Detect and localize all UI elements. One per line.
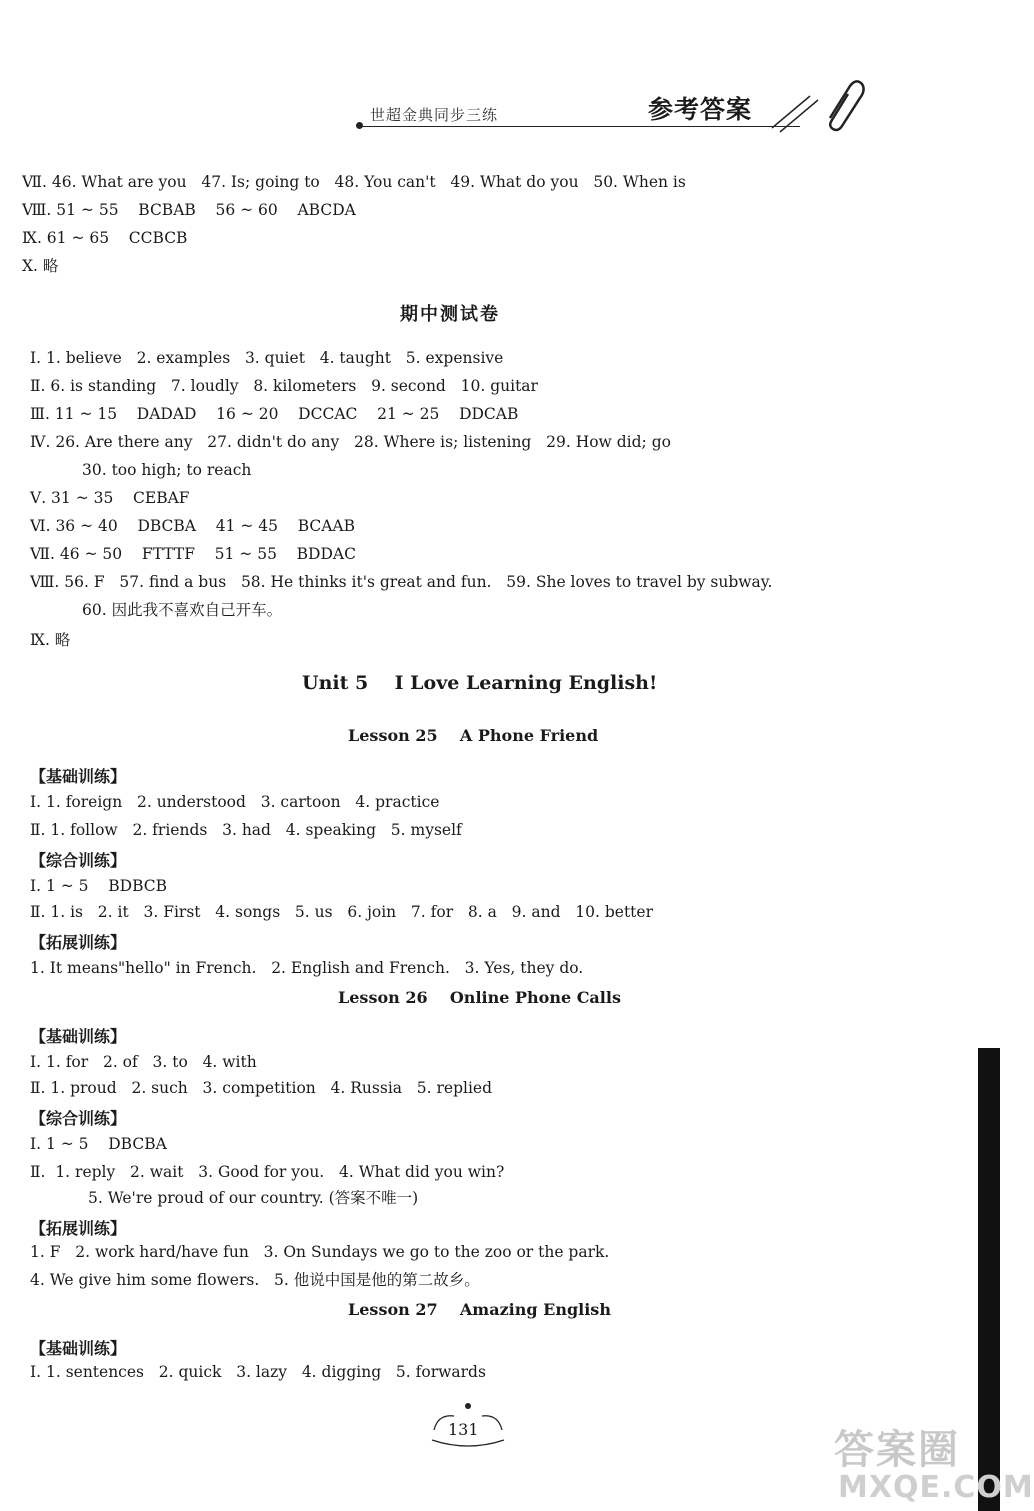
watermark (830, 1418, 1034, 1511)
page-number (428, 1400, 508, 1450)
answer-line: Ⅱ. 1. is 2. it 3. First 4. songs 5. us 6. join 7. for 8. a 9. and 10. better (30, 903, 653, 921)
answer-line: Ⅸ. 略 (30, 631, 71, 649)
answer-line: Ⅷ. 51 ~ 55 BCBAB 56 ~ 60 ABCDA (22, 201, 356, 219)
answer-line: Ⅲ. 11 ~ 15 DADAD 16 ~ 20 DCCAC 21 ~ 25 DDCAB (30, 405, 519, 423)
section-tag: 【基础训练】 (30, 1339, 127, 1358)
header-title: 参考答案 (648, 95, 753, 124)
answer-line: Ⅰ. 1. for 2. of 3. to 4. with (30, 1053, 257, 1071)
page-number-text: 131 (448, 1420, 479, 1439)
page-header (360, 82, 880, 142)
answer-line: Ⅰ. 1. sentences 2. quick 3. lazy 4. digging 5. forwards (30, 1363, 486, 1381)
answer-line: Ⅱ. 1. proud 2. such 3. competition 4. Russia 5. replied (30, 1079, 493, 1097)
answer-line: 5. We're proud of our country. (答案不唯一) (88, 1189, 419, 1207)
answer-line: Ⅴ. 31 ~ 35 CEBAF (30, 489, 190, 507)
section-tag: 【综合训练】 (30, 1109, 127, 1128)
lesson-title: Lesson 27 Amazing English (348, 1300, 611, 1319)
answer-line: 30. too high; to reach (82, 461, 252, 479)
answer-line: Ⅱ. 1. reply 2. wait 3. Good for you. 4. What did you win? (30, 1163, 505, 1181)
answer-line: Ⅷ. 56. F 57. find a bus 58. He thinks it's great and fun. 59. She loves to travel by subway. (30, 573, 773, 591)
watermark-cn: 答案圈 (834, 1427, 960, 1473)
answer-line: 1. F 2. work hard/have fun 3. On Sundays we go to the zoo or the park. (30, 1243, 610, 1261)
answer-line: 4. We give him some flowers. 5. 他说中国是他的第二故乡。 (30, 1271, 480, 1289)
midterm-title: 期中测试卷 (400, 304, 500, 325)
lesson-title: Lesson 26 Online Phone Calls (338, 988, 621, 1007)
series-name: 世超金典同步三练 (370, 106, 499, 124)
answer-line: Ⅰ. 1. believe 2. examples 3. quiet 4. taught 5. expensive (30, 349, 504, 367)
answer-line: Ⅰ. 1 ~ 5 BDBCB (30, 877, 167, 895)
answer-line: Ⅳ. 26. Are there any 27. didn't do any 28. Where is; listening 29. How did; go (30, 433, 671, 451)
answer-line: Ⅶ. 46 ~ 50 FTTTF 51 ~ 55 BDDAC (30, 545, 356, 563)
header-rule (360, 126, 800, 127)
answer-line: Ⅶ. 46. What are you 47. Is; going to 48. You can't 49. What do you 50. When is (22, 173, 686, 191)
answer-line: Ⅵ. 36 ~ 40 DBCBA 41 ~ 45 BCAAB (30, 517, 356, 535)
paperclip-icon (770, 78, 870, 138)
section-tag: 【拓展训练】 (30, 933, 127, 952)
answer-line: 60. 因此我不喜欢自己开车。 (82, 601, 283, 619)
section-tag: 【拓展训练】 (30, 1219, 127, 1238)
answer-line: Ⅱ. 1. follow 2. friends 3. had 4. speaking 5. myself (30, 821, 462, 839)
lesson-title: Lesson 25 A Phone Friend (348, 726, 599, 745)
section-tag: 【基础训练】 (30, 767, 127, 786)
answer-line: Ⅱ. 6. is standing 7. loudly 8. kilometers 9. second 10. guitar (30, 377, 538, 395)
answer-line: Ⅹ. 略 (22, 257, 59, 275)
watermark-en: MXQE.COM (838, 1470, 1034, 1505)
answer-line: Ⅰ. 1. foreign 2. understood 3. cartoon 4. practice (30, 793, 440, 811)
section-tag: 【综合训练】 (30, 851, 127, 870)
unit-title: Unit 5 I Love Learning English! (302, 672, 658, 694)
section-tag: 【基础训练】 (30, 1027, 127, 1046)
answer-line: Ⅰ. 1 ~ 5 DBCBA (30, 1135, 167, 1153)
answer-line: 1. It means"hello" in French. 2. English and French. 3. Yes, they do. (30, 959, 584, 977)
answer-line: Ⅸ. 61 ~ 65 CCBCB (22, 229, 188, 247)
